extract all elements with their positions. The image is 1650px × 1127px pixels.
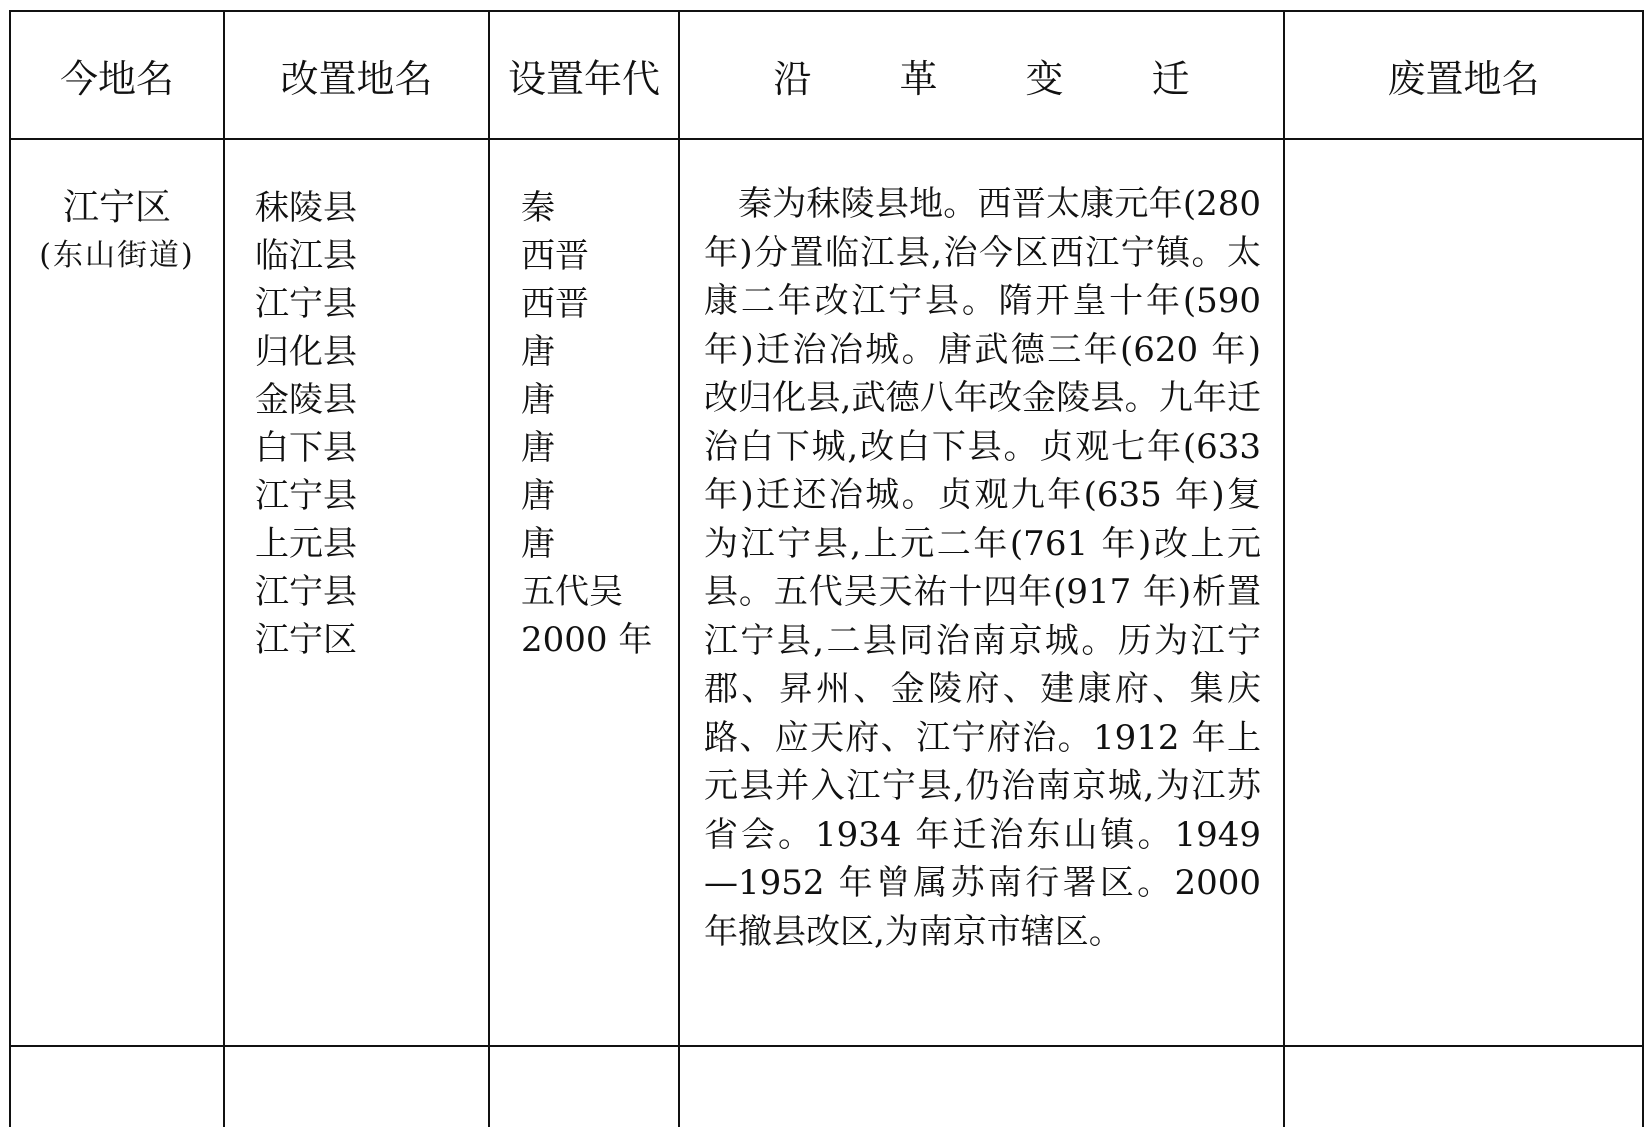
header-history-label: 沿 革 变 迁: [773, 56, 1228, 101]
cell-renamed-names: [224, 139, 489, 1046]
cell-set-eras: [489, 139, 679, 1046]
next-table-row: [10, 1046, 1643, 1127]
list-item: 唐: [521, 332, 555, 372]
header-renamed-name: 改置地名: [224, 11, 489, 139]
list-item: 秣陵县: [255, 188, 357, 228]
stub-cell: [10, 1046, 224, 1127]
list-item: 五代吴: [521, 572, 623, 612]
list-item: 上元县: [255, 524, 357, 564]
list-item: 金陵县: [255, 380, 357, 420]
list-item: 江宁县: [255, 572, 357, 612]
stub-cell: [679, 1046, 1284, 1127]
cell-abolished-name: [1284, 139, 1643, 1046]
list-item: 江宁区: [255, 620, 357, 660]
history-paragraph: 秦为秣陵县地。西晋太康元年(280 年)分置临江县,治今区西江宁镇。太康二年改江宁县。隋开皇十年(590 年)迁治冶城。唐武德三年(620 年)改归化县,武德八年改金陵县。九年迁治白下城,改白下县。贞观七年(633 年)迁还冶城。贞观九年(635 年)复为江宁县,上元二年(761 年)改上元县。五代吴天祐十四年(917 年)析置江宁县,二县同治南京城。历为江宁郡、昇州、金陵府、建康府、集庆路、应天府、江宁府治。1912 年上元县并入江宁县,仍治南京城,为江苏省会。1934 年迁治东山镇。1949—1952 年曾属苏南行署区。2000 年撤县改区,为南京市辖区。: [704, 184, 1261, 952]
place-name-table: [9, 10, 1644, 1127]
list-item: 2000 年: [521, 620, 653, 660]
list-item: 归化县: [255, 332, 357, 372]
list-item: 唐: [521, 428, 555, 468]
list-item: 江宁县: [255, 284, 357, 324]
list-item: 临江县: [255, 236, 357, 276]
cell-current-name: [10, 139, 224, 1046]
list-item: 江宁县: [255, 476, 357, 516]
header-history: [679, 11, 1284, 139]
header-current-name: 今地名: [10, 11, 224, 139]
header-abolished-name: 废置地名: [1284, 11, 1643, 139]
current-name-note: (东山街道): [39, 238, 195, 273]
list-item: 唐: [521, 380, 555, 420]
list-item: 西晋: [521, 236, 589, 276]
list-item: 唐: [521, 476, 555, 516]
cell-history: [679, 139, 1284, 1046]
header-row: [10, 11, 1643, 139]
stub-cell: [224, 1046, 489, 1127]
stub-cell: [1284, 1046, 1643, 1127]
list-item: 秦: [521, 188, 555, 228]
current-name: 江宁区: [62, 187, 171, 228]
header-set-era: 设置年代: [489, 11, 679, 139]
list-item: 唐: [521, 524, 555, 564]
renamed-list: [225, 140, 488, 664]
list-item: 白下县: [255, 428, 357, 468]
stub-cell: [489, 1046, 679, 1127]
list-item: 西晋: [521, 284, 589, 324]
era-list: [490, 140, 678, 664]
table-row: [10, 139, 1643, 1046]
